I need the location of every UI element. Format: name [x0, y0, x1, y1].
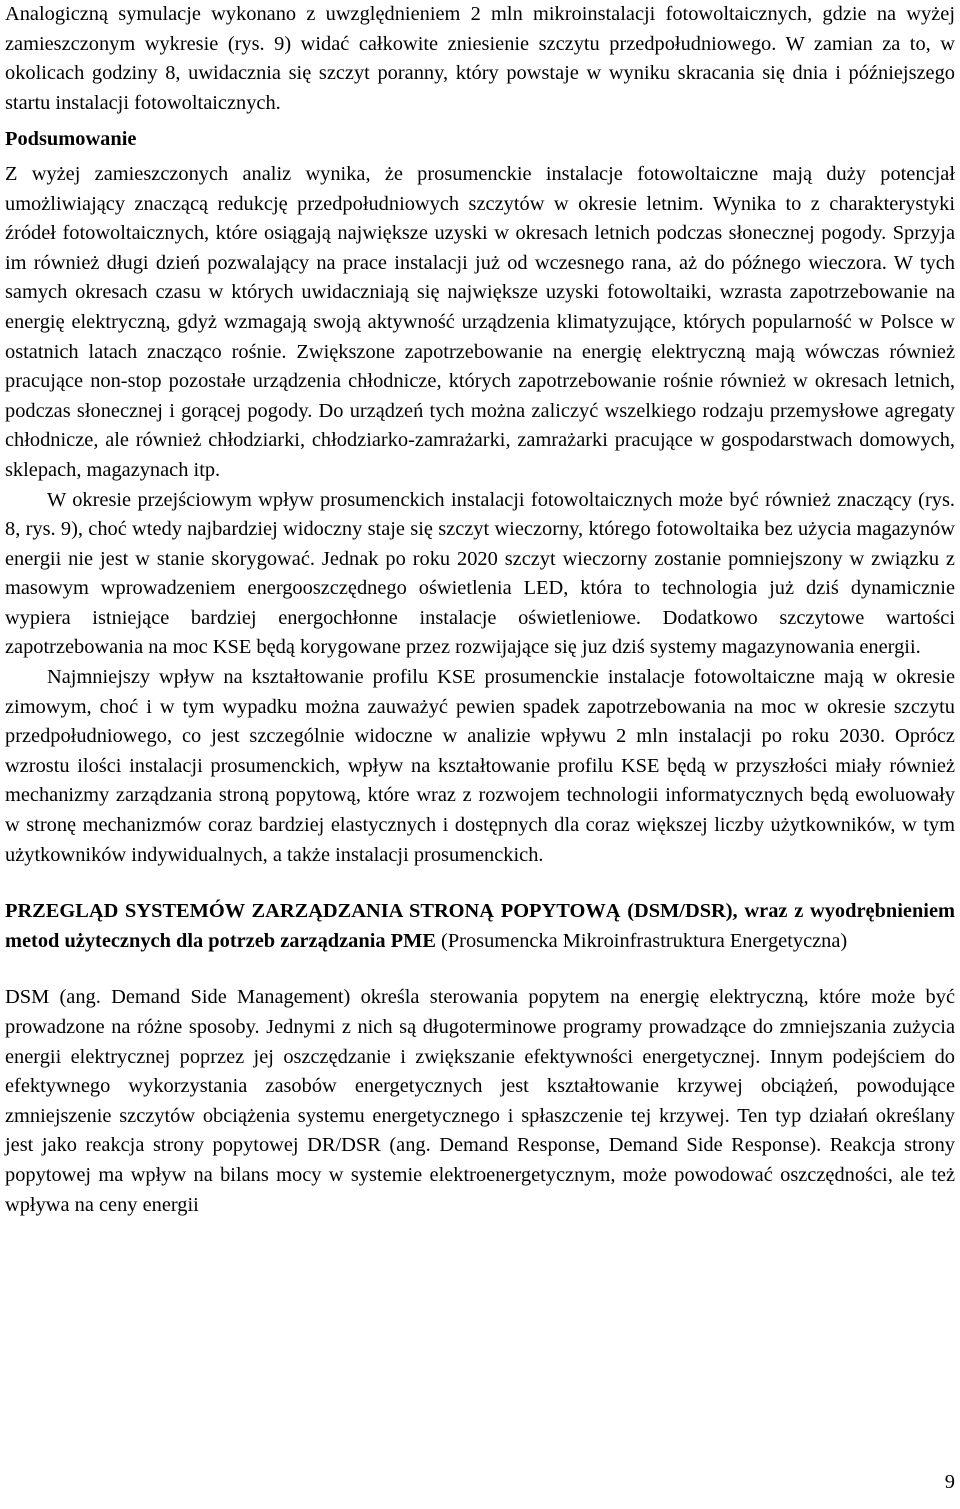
section-body-paragraph: DSM (ang. Demand Side Management) określa sterowania popytem na energię elektryczną, które może być prowadzone na różne sposoby. Jednymi z nich są długoterminowe programy prowadzące do zmniejszania zużycia energii elektrycznej poprzez jej oszczędzanie i zwiększanie efektywności energetycznej. Innym podejściem do efektywnego wykorzystania zasobów energetycznych jest kształtowanie krzywej obciążeń, powodujące zmniejszenie szczytów obciążenia systemu energetycznego i spłaszczenie tej krzywej. Ten typ działań określany jest jako reakcja strony popytowej DR/DSR (ang. Demand Response, Demand Side Response). Reakcja strony popytowej ma wpływ na bilans mocy w systemie elektroenergetycznym, może powodować oszczędności, ale też wpływa na ceny energii	[5, 986, 955, 1216]
section-title	[5, 897, 955, 956]
intro-paragraph: Analogiczną symulacje wykonano z uwzględnieniem 2 mln mikroinstalacji fotowoltaicznych, gdzie na wyżej zamieszczonym wykresie (rys. 9) widać całkowite zniesienie szczytu przedpołudniowego. W zamian za to, w okolicach godziny 8, uwidacznia się szczyt poranny, który powstaje w wyniku skracania się dnia i późniejszego startu instalacji fotowoltaicznych.	[5, 3, 955, 114]
summary-paragraph-2: W okresie przejściowym wpływ prosumenckich instalacji fotowoltaicznych może być również znaczący (rys. 8, rys. 9), choć wtedy najbardziej widoczny staje się szczyt wieczorny, którego fotowoltaika bez użycia magazynów energii nie jest w stanie skorygować. Jednak po roku 2020 szczyt wieczorny zostanie pomniejszony w związku z masowym wprowadzeniem energooszczędnego oświetlenia LED, która to technologia już dziś dynamicznie wypiera istniejące bardziej energochłonne instalacje oświetleniowe. Dodatkowo szczytowe wartości zapotrzebowania na moc KSE będą korygowane przez rozwijające się juz dziś systemy magazynowania energii.	[5, 488, 955, 659]
section-title-normal: (Prosumencka Mikroinfrastruktura Energetyczna)	[435, 929, 848, 952]
document-page	[5, 0, 955, 1220]
summary-paragraph-3: Najmniejszy wpływ na kształtowanie profilu KSE prosumenckie instalacje fotowoltaiczne mają w okresie zimowym, choć i w tym wypadku można zauważyć pewien spadek zapotrzebowania na moc w okresie szczytu przedpołudniowego, co jest szczególnie widoczne w analizie wpływu 2 mln instalacji po roku 2030. Oprócz wzrostu ilości instalacji prosumenckich, wpływ na kształtowanie profilu KSE będą w przyszłości miały również mechanizmy zarządzania stroną popytową, które wraz z rozwojem technologii informatycznych będą ewoluowały w stronę mechanizmów coraz bardziej elastycznych i dostępnych dla coraz większej liczby użytkowników, w tym użytkowników indywidualnych, a także instalacji prosumenckich.	[5, 666, 955, 866]
section-title-caps: PRZEGLĄD SYSTEMÓW ZARZĄDZANIA STRONĄ POPYTOWĄ (DSM/DSR),	[5, 900, 738, 923]
summary-paragraph-1: Z wyżej zamieszczonych analiz wynika, że prosumenckie instalacje fotowoltaiczne mają duży potencjał umożliwiający znaczącą redukcję przedpołudniowych szczytów w okresie letnim. Wynika to z charakterystyki źródeł fotowoltaicznych, które osiągają największe uzyski w okresach letnich podczas słonecznej pogody. Sprzyja im również długi dzień pozwalający na prace instalacji już od wczesnego rana, aż do późnego wieczora. W tych samych okresach czasu w których uwidaczniają się największe uzyski fotowoltaiki, wzrasta zapotrzebowanie na energię elektryczną, gdyż wzmagają swoją aktywność urządzenia klimatyzujące, których popularność w Polsce w ostatnich latach znacząco rośnie. Zwiększone zapotrzebowanie na energię elektryczną mają wówczas również pracujące non-stop pozostałe urządzenia chłodnicze, których zapotrzebowanie rośnie również w okresach letnich, podczas słonecznej i gorącej pogody. Do urządzeń tych można zaliczyć wszelkiego rodzaju przemysłowe agregaty chłodnicze, ale również chłodziarki, chłodziarko-zamrażarki, zamrażarki pracujące w gospodarstwach domowych, sklepach, magazynach itp.	[5, 162, 955, 481]
summary-heading: Podsumowanie	[5, 128, 137, 151]
section-title-bold: wraz z wyodrębnieniem metod użytecznych dla potrzeb zarządzania PME	[5, 900, 956, 952]
page-number: 9	[944, 1471, 955, 1493]
